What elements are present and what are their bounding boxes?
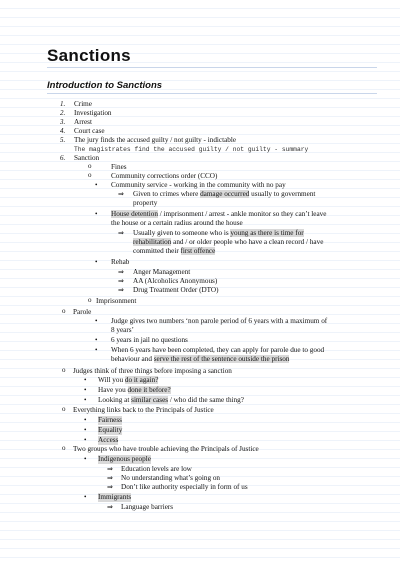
highlight: House detention bbox=[111, 210, 158, 218]
bullet-icon: • bbox=[84, 436, 87, 444]
highlight: serve the rest of the sentence outside the prison bbox=[153, 355, 290, 363]
list-item bbox=[111, 172, 217, 181]
text: Usually given to someone who is bbox=[133, 229, 229, 237]
list-item: Don’t like authority especially in form of us bbox=[121, 483, 248, 491]
list-item: Fairness bbox=[98, 416, 122, 424]
list-item: Community service - working in the community with no pay bbox=[111, 181, 286, 189]
list-item: the house or a certain radius around the house bbox=[111, 219, 243, 227]
arrow-icon: ⇒ bbox=[107, 474, 113, 482]
highlight: young as there is time for bbox=[230, 229, 304, 237]
bullet-icon: • bbox=[84, 426, 87, 434]
highlight: done it before? bbox=[127, 386, 171, 394]
list-item: Drug Treatment Order (DTO) bbox=[133, 286, 219, 294]
list-item: Access bbox=[98, 436, 119, 444]
section-heading: Introduction to Sanctions bbox=[47, 80, 163, 91]
bullet-icon: • bbox=[95, 210, 98, 218]
text: / imprisonment / arrest - ankle monitor so they can’t leave bbox=[159, 210, 327, 218]
list-item: The magistrates find the accused guilty / not guilty - summary bbox=[74, 146, 309, 153]
list-item: Crime bbox=[74, 100, 92, 108]
bullet-icon: • bbox=[95, 181, 98, 189]
list-item bbox=[133, 190, 315, 199]
bullet-icon: • bbox=[84, 386, 87, 394]
list-item: AA (Alcoholics Anonymous) bbox=[133, 277, 218, 285]
highlight: first offence bbox=[180, 247, 216, 255]
list-item: Language barriers bbox=[121, 503, 174, 511]
circle-bullet-icon: o bbox=[62, 405, 66, 413]
list-item: When 6 years have been completed, they can apply for parole due to good bbox=[111, 346, 325, 354]
arrow-icon: ⇒ bbox=[118, 190, 124, 198]
list-item: Indigenous people bbox=[98, 455, 151, 463]
list-item bbox=[111, 355, 289, 364]
section-divider bbox=[47, 93, 377, 94]
list-item: property bbox=[133, 199, 158, 207]
list-number: 3. bbox=[60, 118, 66, 126]
list-item: Judge gives two numbers ‘non parole period of 6 years with a maximum of bbox=[111, 317, 328, 325]
circle-bullet-icon: o bbox=[88, 162, 92, 170]
list-item: Sanction bbox=[74, 154, 100, 162]
text: Have you bbox=[98, 386, 126, 394]
list-number: 6. bbox=[60, 154, 66, 162]
arrow-icon: ⇒ bbox=[107, 483, 113, 491]
list-item: Imprisonment bbox=[96, 297, 137, 305]
circle-bullet-icon: o bbox=[88, 296, 92, 304]
circle-bullet-icon: o bbox=[62, 366, 66, 374]
title-divider bbox=[47, 67, 377, 68]
highlight: damage occurred bbox=[200, 190, 250, 198]
circle-bullet-icon: o bbox=[62, 307, 66, 315]
highlight: rehabilitation bbox=[133, 238, 172, 246]
list-item: Equality bbox=[98, 426, 123, 434]
list-item: Education levels are low bbox=[121, 465, 192, 473]
bullet-icon: • bbox=[84, 493, 87, 501]
arrow-icon: ⇒ bbox=[118, 229, 124, 237]
list-item: Court case bbox=[74, 127, 105, 135]
arrow-icon: ⇒ bbox=[118, 286, 124, 294]
list-item bbox=[133, 238, 323, 247]
list-item: 6 years in jail no questions bbox=[111, 336, 188, 344]
list-item: Arrest bbox=[74, 118, 92, 126]
text: / who did the same thing? bbox=[169, 396, 244, 404]
bullet-icon: • bbox=[95, 336, 98, 344]
highlight: similar cases bbox=[131, 396, 169, 404]
list-item: Fines bbox=[111, 163, 127, 171]
list-number: 2. bbox=[60, 109, 66, 117]
circle-bullet-icon: o bbox=[88, 171, 92, 179]
list-item bbox=[133, 247, 215, 256]
circle-bullet-icon: o bbox=[62, 444, 66, 452]
page-title: Sanctions bbox=[47, 46, 131, 65]
list-item: Investigation bbox=[74, 109, 112, 117]
text: committed their bbox=[133, 247, 179, 255]
list-number: 4. bbox=[60, 127, 66, 135]
list-item: Everything links back to the Principals of Justice bbox=[73, 406, 214, 414]
list-item: Judges think of three things before imposing a sanction bbox=[73, 367, 232, 375]
list-item: The jury finds the accused guilty / not guilty - indictable bbox=[74, 136, 237, 144]
list-item: Anger Management bbox=[133, 268, 191, 276]
bullet-icon: • bbox=[95, 346, 98, 354]
arrow-icon: ⇒ bbox=[107, 465, 113, 473]
list-item: Parole bbox=[73, 308, 92, 316]
bullet-icon: • bbox=[84, 455, 87, 463]
list-item bbox=[111, 210, 326, 219]
text: usually to government bbox=[251, 190, 316, 198]
cco-text: Community corrections order (CCO) bbox=[111, 172, 218, 180]
list-item: Rehab bbox=[111, 258, 130, 266]
bullet-icon: • bbox=[84, 416, 87, 424]
list-item: Two groups who have trouble achieving the Principals of Justice bbox=[73, 445, 259, 453]
text: Will you bbox=[98, 376, 124, 384]
list-item bbox=[133, 229, 304, 238]
bullet-icon: • bbox=[84, 376, 87, 384]
text: and / or older people who have a clean record / have bbox=[173, 238, 324, 246]
arrow-icon: ⇒ bbox=[118, 277, 124, 285]
bullet-icon: • bbox=[95, 317, 98, 325]
bullet-icon: • bbox=[84, 396, 87, 404]
list-item bbox=[98, 386, 171, 395]
list-item: No understanding what’s going on bbox=[121, 474, 221, 482]
list-number: 1. bbox=[60, 100, 66, 108]
text: behaviour and bbox=[111, 355, 152, 363]
text: Looking at bbox=[98, 396, 130, 404]
list-item: 8 years’ bbox=[111, 326, 134, 334]
list-item bbox=[98, 376, 158, 385]
list-number: 5. bbox=[60, 136, 66, 144]
arrow-icon: ⇒ bbox=[107, 503, 113, 511]
text: Given to crimes where bbox=[133, 190, 199, 198]
arrow-icon: ⇒ bbox=[118, 268, 124, 276]
list-item bbox=[98, 396, 244, 405]
highlight: do it again? bbox=[124, 376, 159, 384]
list-item: Immigrants bbox=[98, 493, 132, 501]
bullet-icon: • bbox=[95, 258, 98, 266]
